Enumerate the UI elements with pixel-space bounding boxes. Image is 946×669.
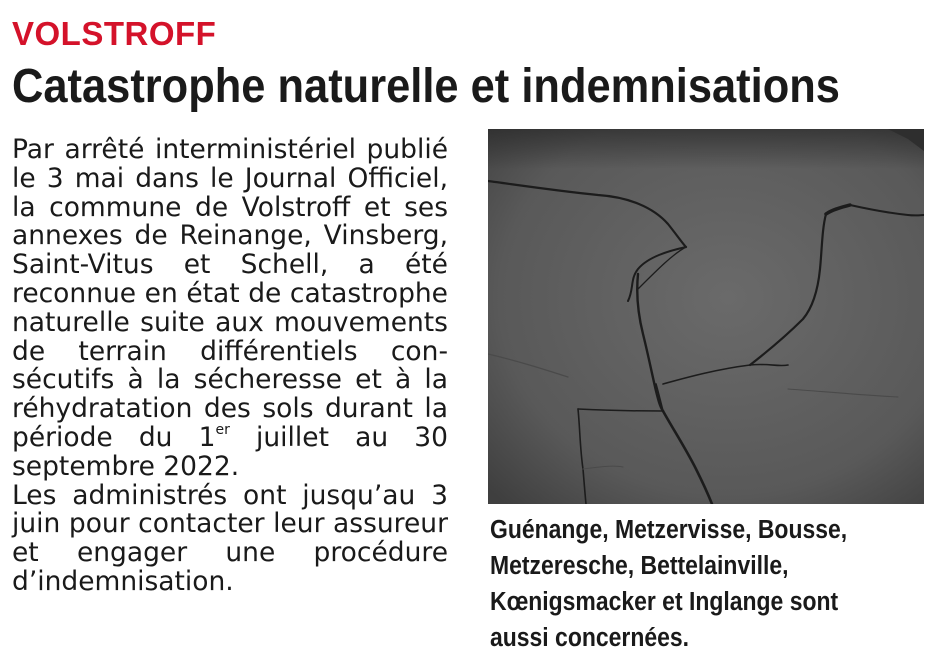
- ordinal-superscript: er: [215, 421, 230, 438]
- photo-caption: Guénange, Metzervisse, Bousse, Metzeresche, Bettelainville, Kœnigsmacker et Inglange sont aussi concernées.: [490, 516, 848, 652]
- body-paragraph-1-text: Par arrêté interministériel publié le 3 mai dans le Journal Officiel, la commune de Volstroff et ses annexes de Reinange, Vinsberg, Saint-Vitus et Schell, a été reconnue en état de catastrophe naturelle suite aux mouvements de terrain différentiels consécutifs à la sécheresse et à la réhydratation des sols durant la période du 1: [12, 134, 448, 453]
- body-paragraph-1: [12, 136, 448, 482]
- body-paragraph-1-end: juillet au 30 septembre 2022.: [12, 421, 449, 482]
- article-headline: Catastrophe naturelle et indemnisations: [12, 60, 840, 113]
- article-kicker: VOLSTROFF: [12, 15, 217, 52]
- cracked-wall-image: [488, 129, 924, 504]
- body-paragraph-2: Les administrés ont jusqu’au 3 juin pour contacter leur assureur et engager une procédure d’indemnisation.: [12, 479, 448, 597]
- cracked-wall-photo: [488, 129, 924, 504]
- article-body: [12, 136, 448, 597]
